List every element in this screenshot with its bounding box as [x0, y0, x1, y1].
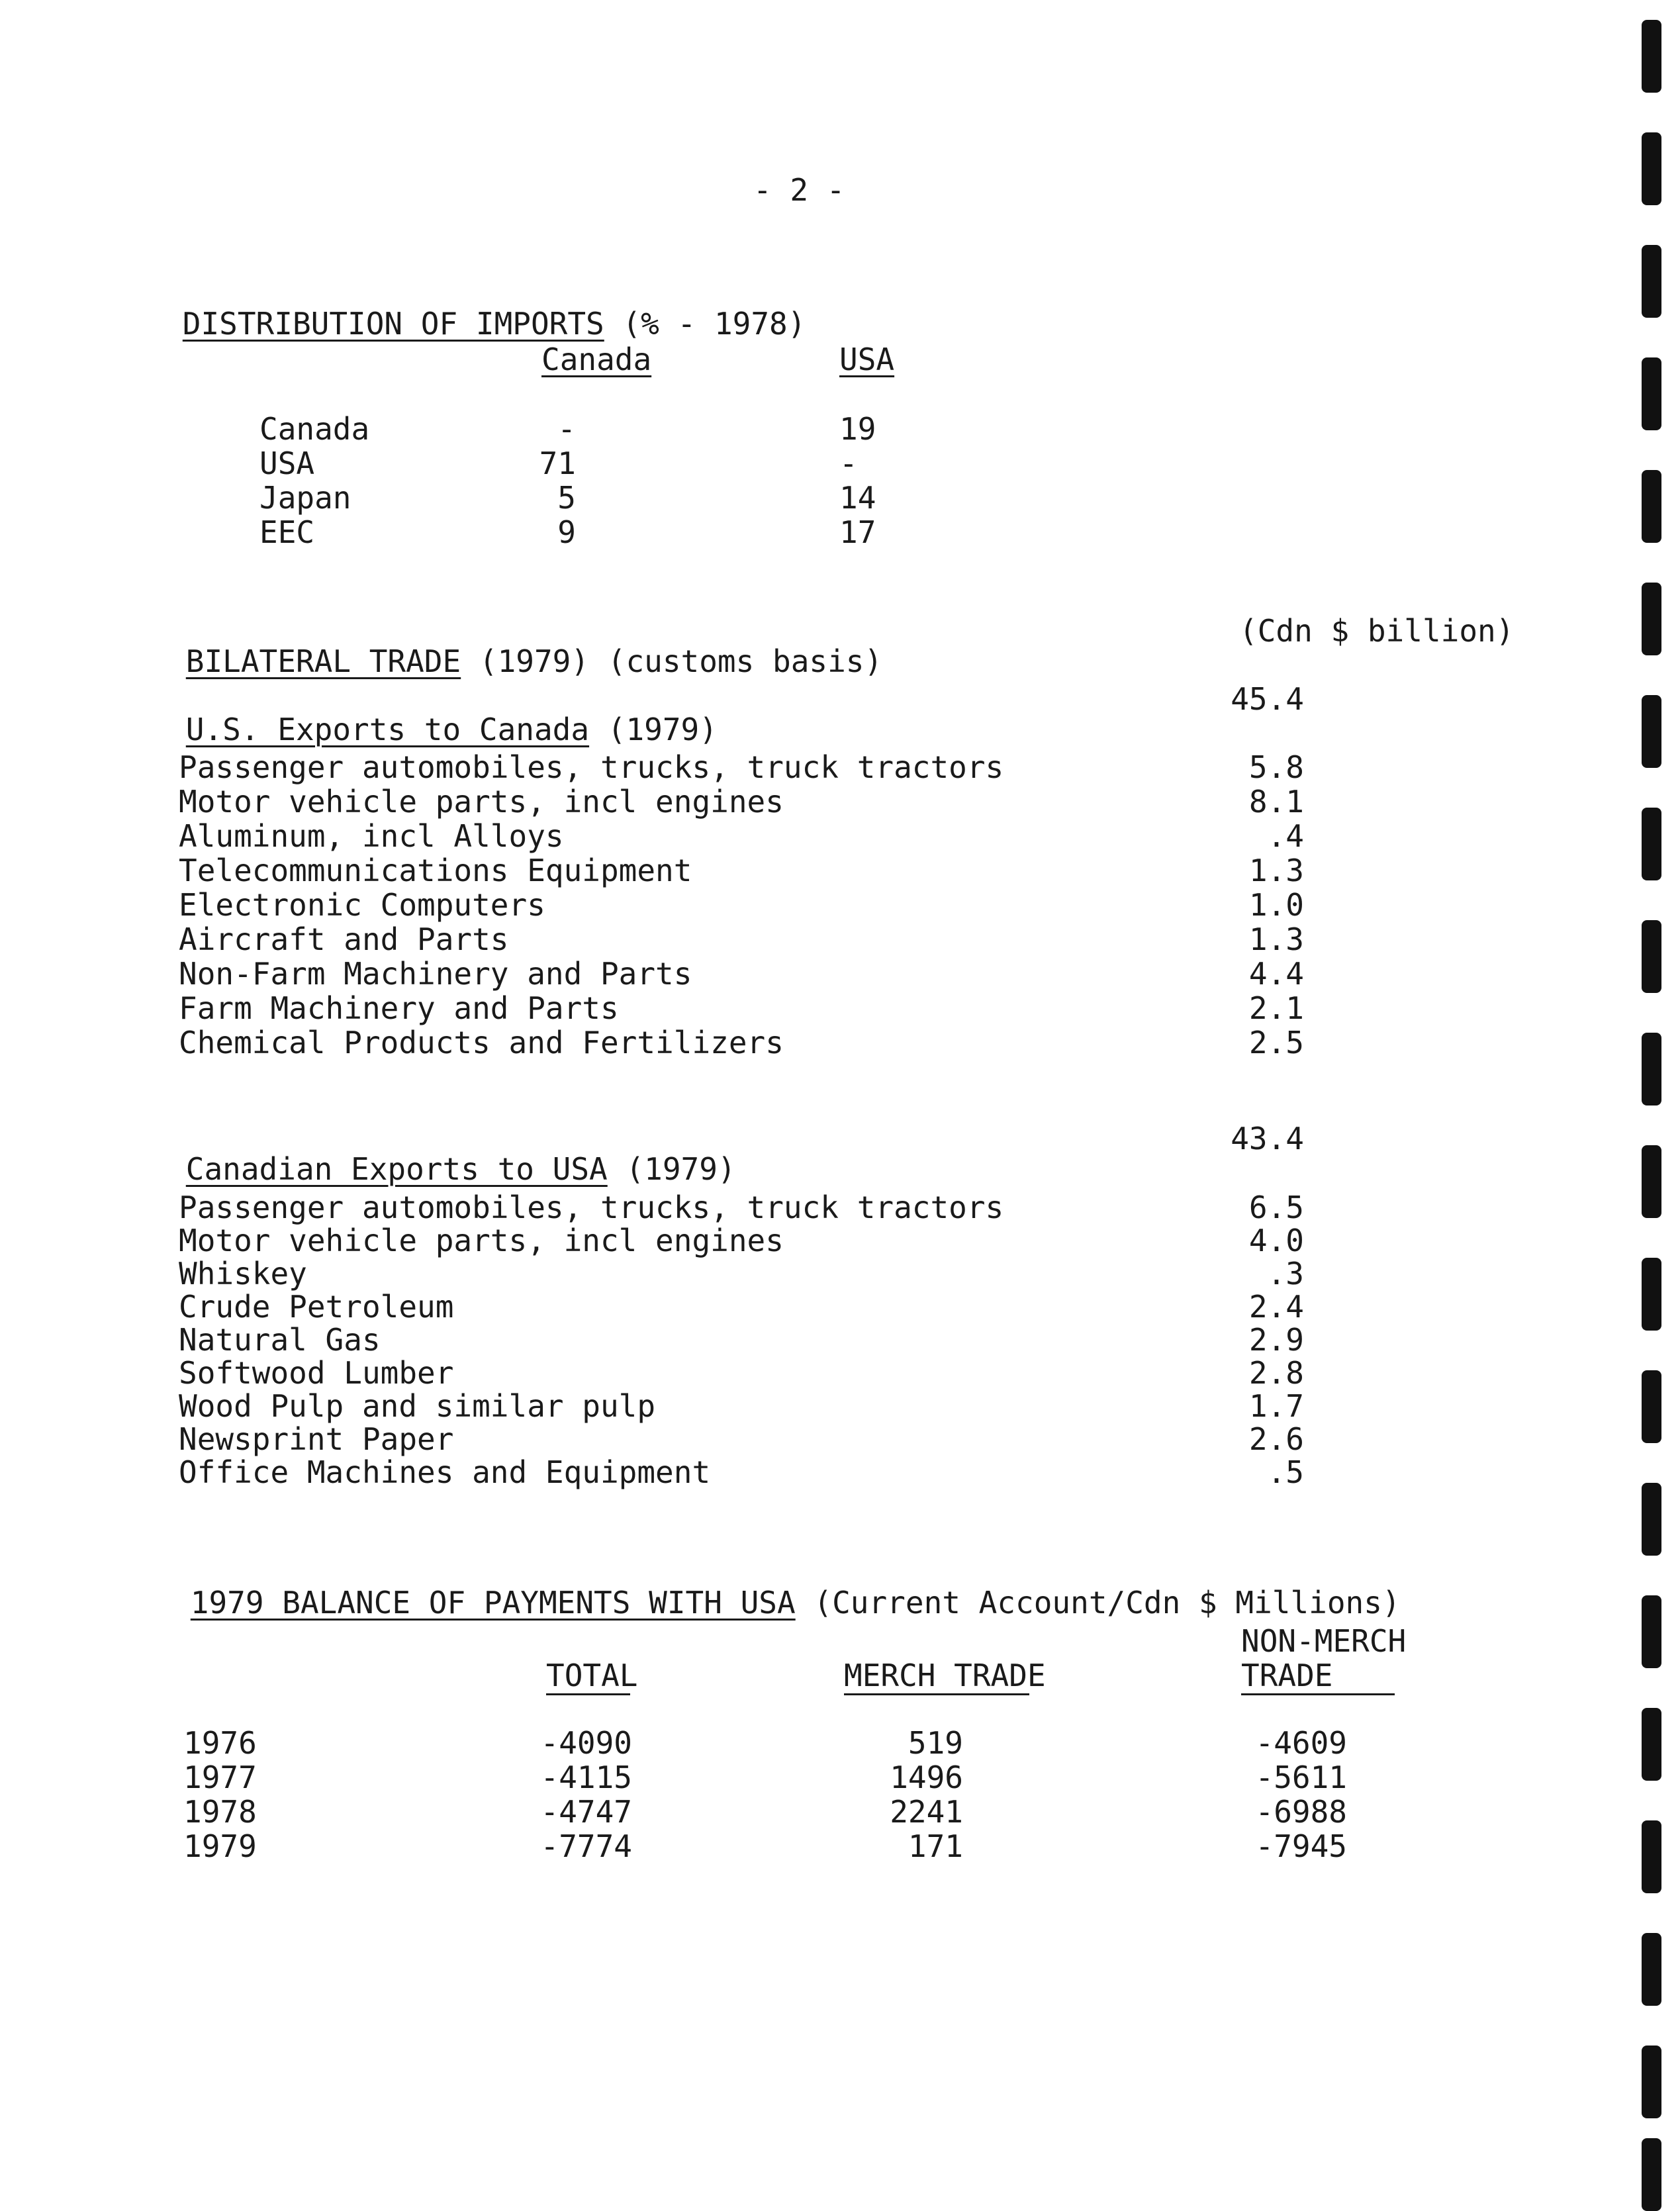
binder-hole: [1642, 357, 1661, 430]
binder-hole: [1642, 1820, 1661, 1893]
cdn-export-item-label: Natural Gas: [179, 1322, 381, 1358]
distribution-row-label: EEC: [259, 514, 315, 550]
binder-hole: [1642, 808, 1661, 880]
balance-row-year: 1977: [183, 1760, 257, 1795]
balance-row-total: -4747: [540, 1794, 632, 1830]
balance-col-nonmerch-rule: [1241, 1693, 1395, 1695]
us-export-item-value: 8.1: [1248, 784, 1304, 820]
balance-col-total-rule: [546, 1693, 630, 1695]
cdn-export-item-value: 4.0: [1248, 1223, 1304, 1258]
distribution-row-canada: 71: [539, 446, 576, 481]
distribution-title: [109, 278, 806, 369]
us-export-item-label: Chemical Products and Fertilizers: [179, 1025, 784, 1060]
binder-hole: [1642, 583, 1661, 655]
balance-col-nonmerch-line1: NON-MERCH: [1241, 1623, 1407, 1659]
balance-row-total: -4090: [540, 1725, 632, 1761]
bilateral-title-suffix: (1979) (customs basis): [479, 643, 883, 679]
balance-row-nonmerch: -6988: [1255, 1794, 1347, 1830]
us-export-item-label: Non-Farm Machinery and Parts: [179, 956, 692, 992]
binder-hole: [1642, 1033, 1661, 1106]
binder-hole: [1642, 20, 1661, 93]
balance-row-nonmerch: -7945: [1255, 1828, 1347, 1864]
us-export-item-value: 2.1: [1248, 990, 1304, 1026]
balance-row-total: -7774: [540, 1828, 632, 1864]
balance-row-total: -4115: [540, 1760, 632, 1795]
distribution-col-canada: Canada: [541, 342, 652, 377]
balance-row-year: 1978: [183, 1794, 257, 1830]
cdn-export-item-value: 6.5: [1248, 1190, 1304, 1225]
us-export-item-value: 1.3: [1248, 853, 1304, 888]
cdn-export-item-label: Crude Petroleum: [179, 1289, 454, 1325]
distribution-row-usa: -: [839, 446, 858, 481]
binder-hole: [1642, 695, 1661, 768]
balance-row-nonmerch: -4609: [1255, 1725, 1347, 1761]
us-exports-title-suffix: (1979): [607, 712, 718, 747]
balance-col-merch: MERCH TRADE: [844, 1658, 1046, 1693]
cdn-export-item-value: 2.9: [1248, 1322, 1304, 1358]
distribution-row-usa: 17: [839, 514, 876, 550]
cdn-export-item-label: Newsprint Paper: [179, 1421, 454, 1457]
balance-row-merch: 171: [908, 1828, 963, 1864]
cdn-export-item-label: Office Machines and Equipment: [179, 1454, 711, 1490]
balance-row-merch: 519: [908, 1725, 963, 1761]
bilateral-unit: (Cdn $ billion): [1239, 613, 1515, 649]
cdn-exports-title-text: Canadian Exports to USA: [185, 1151, 608, 1187]
cdn-export-item-value: 2.6: [1248, 1421, 1304, 1457]
binder-hole: [1642, 1370, 1661, 1443]
cdn-export-item-value: 2.8: [1248, 1355, 1304, 1391]
cdn-exports-title-suffix: (1979): [626, 1151, 736, 1187]
balance-col-total: TOTAL: [546, 1658, 638, 1693]
us-export-item-value: 5.8: [1248, 749, 1304, 785]
distribution-row-label: Japan: [259, 480, 351, 516]
distribution-title-text: DISTRIBUTION OF IMPORTS: [182, 306, 604, 342]
balance-row-merch: 2241: [890, 1794, 963, 1830]
distribution-row-label: USA: [259, 446, 315, 481]
cdn-export-item-label: Wood Pulp and similar pulp: [179, 1388, 656, 1424]
binder-hole: [1642, 1595, 1661, 1668]
binder-hole: [1642, 2046, 1661, 2118]
us-export-item-label: Aluminum, incl Alloys: [179, 818, 564, 854]
balance-col-nonmerch-line2: TRADE: [1241, 1658, 1333, 1693]
balance-title: [117, 1557, 1401, 1648]
us-export-item-value: .4: [1267, 818, 1304, 854]
balance-row-merch: 1496: [890, 1760, 963, 1795]
us-export-item-value: 1.0: [1248, 887, 1304, 923]
us-export-item-label: Electronic Computers: [179, 887, 545, 923]
balance-row-nonmerch: -5611: [1255, 1760, 1347, 1795]
cdn-export-item-value: .5: [1267, 1454, 1304, 1490]
binder-hole: [1642, 1933, 1661, 2006]
cdn-export-item-label: Motor vehicle parts, incl engines: [179, 1223, 784, 1258]
binder-hole: [1642, 1708, 1661, 1781]
distribution-title-suffix: (% - 1978): [622, 306, 806, 342]
us-export-item-value: 1.3: [1248, 921, 1304, 957]
us-exports-title-text: U.S. Exports to Canada: [185, 712, 590, 747]
binder-hole: [1642, 2138, 1661, 2211]
distribution-col-usa: USA: [839, 342, 895, 377]
binder-hole: [1642, 1145, 1661, 1218]
cdn-export-item-label: Passenger automobiles, trucks, truck tractors: [179, 1190, 1004, 1225]
balance-row-year: 1979: [183, 1828, 257, 1864]
distribution-row-canada: 9: [557, 514, 576, 550]
us-export-item-label: Passenger automobiles, trucks, truck tractors: [179, 749, 1004, 785]
binder-hole: [1642, 245, 1661, 318]
distribution-row-canada: 5: [557, 480, 576, 516]
us-export-item-value: 4.4: [1248, 956, 1304, 992]
us-export-item-value: 2.5: [1248, 1025, 1304, 1060]
balance-title-text: 1979 BALANCE OF PAYMENTS WITH USA: [190, 1585, 796, 1621]
us-exports-total: 45.4: [1231, 681, 1304, 717]
distribution-row-canada: -: [557, 411, 576, 447]
us-export-item-label: Farm Machinery and Parts: [179, 990, 619, 1026]
us-export-item-label: Aircraft and Parts: [179, 921, 509, 957]
distribution-row-label: Canada: [259, 411, 370, 447]
cdn-export-item-value: .3: [1267, 1256, 1304, 1292]
distribution-row-usa: 19: [839, 411, 876, 447]
binder-hole: [1642, 920, 1661, 993]
binder-hole: [1642, 132, 1661, 205]
balance-col-merch-rule: [844, 1693, 1029, 1695]
binder-hole: [1642, 1483, 1661, 1556]
us-export-item-label: Telecommunications Equipment: [179, 853, 692, 888]
us-export-item-label: Motor vehicle parts, incl engines: [179, 784, 784, 820]
cdn-export-item-value: 2.4: [1248, 1289, 1304, 1325]
cdn-export-item-value: 1.7: [1248, 1388, 1304, 1424]
cdn-exports-total: 43.4: [1231, 1121, 1304, 1156]
cdn-export-item-label: Whiskey: [179, 1256, 307, 1292]
binder-hole: [1642, 1258, 1661, 1331]
distribution-row-usa: 14: [839, 480, 876, 516]
binder-hole: [1642, 470, 1661, 543]
page-number: - 2 -: [753, 172, 845, 208]
bilateral-title-text: BILATERAL TRADE: [185, 643, 461, 679]
cdn-export-item-label: Softwood Lumber: [179, 1355, 454, 1391]
balance-row-year: 1976: [183, 1725, 257, 1761]
balance-title-suffix: (Current Account/Cdn $ Millions): [814, 1585, 1401, 1621]
